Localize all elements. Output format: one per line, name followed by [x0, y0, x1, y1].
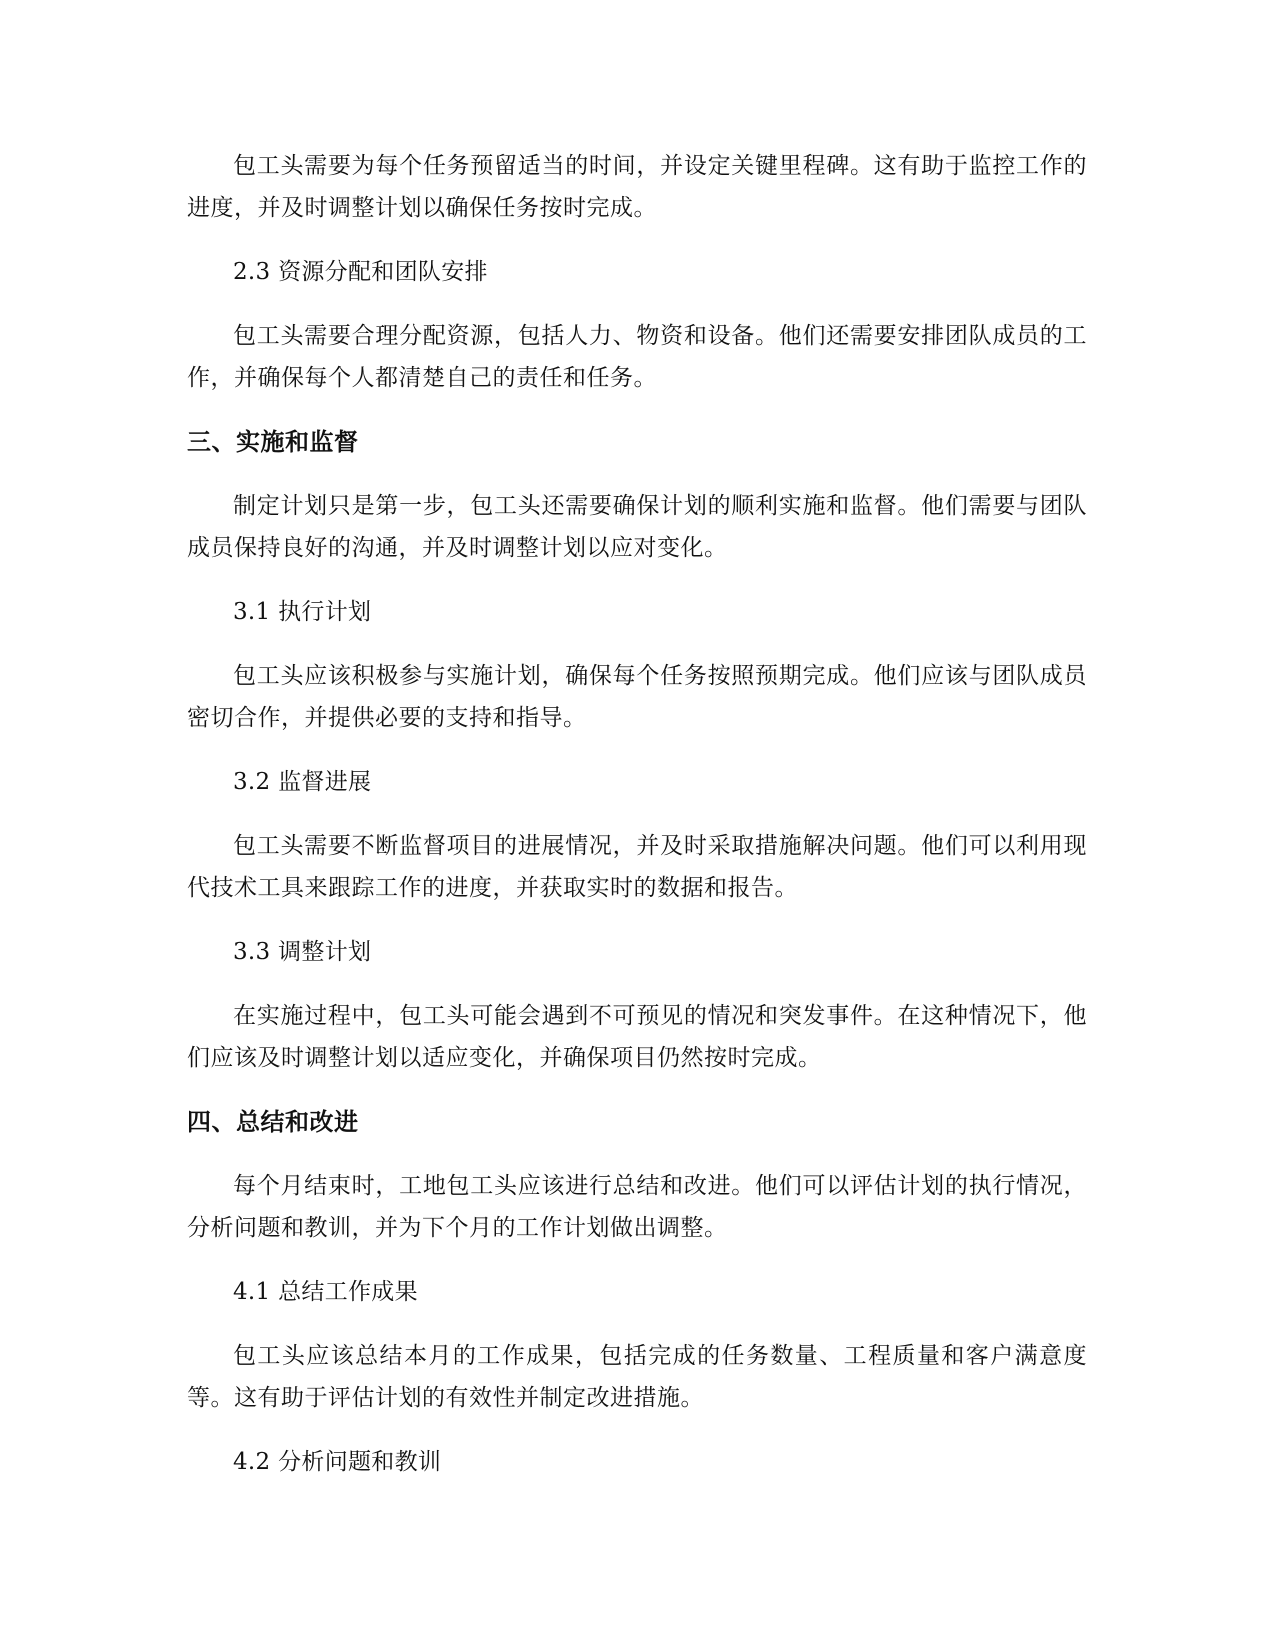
paragraph-monitor-progress: 包工头需要不断监督项目的进展情况，并及时采取措施解决问题。他们可以利用现代技术工具来跟踪工作的进度，并获取实时的数据和报告。: [187, 833, 1087, 901]
section-heading-4: 四、总结和改进: [187, 1108, 359, 1136]
subheading-4-1: 4.1 总结工作成果: [233, 1279, 418, 1305]
subheading-3-2: 3.2 监督进展: [233, 769, 372, 795]
subheading-4-2: 4.2 分析问题和教训: [233, 1449, 442, 1475]
paragraph-summary-improve: 每个月结束时，工地包工头应该进行总结和改进。他们可以评估计划的执行情况，分析问题和教训，并为下个月的工作计划做出调整。: [187, 1173, 1087, 1241]
document-body: [187, 145, 1087, 1505]
paragraph-time-milestones: 包工头需要为每个任务预留适当的时间，并设定关键里程碑。这有助于监控工作的进度，并及时调整计划以确保任务按时完成。: [187, 153, 1087, 221]
paragraph-execute-plan: 包工头应该积极参与实施计划，确保每个任务按照预期完成。他们应该与团队成员密切合作，并提供必要的支持和指导。: [187, 663, 1087, 731]
subheading-3-1: 3.1 执行计划: [233, 599, 372, 625]
paragraph-work-results: 包工头应该总结本月的工作成果，包括完成的任务数量、工程质量和客户满意度等。这有助于评估计划的有效性并制定改进措施。: [187, 1343, 1087, 1411]
section-heading-3: 三、实施和监督: [187, 428, 359, 456]
paragraph-implementation: 制定计划只是第一步，包工头还需要确保计划的顺利实施和监督。他们需要与团队成员保持良好的沟通，并及时调整计划以应对变化。: [187, 493, 1087, 561]
paragraph-resource-allocation: 包工头需要合理分配资源，包括人力、物资和设备。他们还需要安排团队成员的工作，并确保每个人都清楚自己的责任和任务。: [187, 323, 1087, 391]
subheading-2-3: 2.3 资源分配和团队安排: [233, 259, 488, 285]
subheading-3-3: 3.3 调整计划: [233, 939, 372, 965]
paragraph-adjust-plan: 在实施过程中，包工头可能会遇到不可预见的情况和突发事件。在这种情况下，他们应该及时调整计划以适应变化，并确保项目仍然按时完成。: [187, 1003, 1087, 1071]
